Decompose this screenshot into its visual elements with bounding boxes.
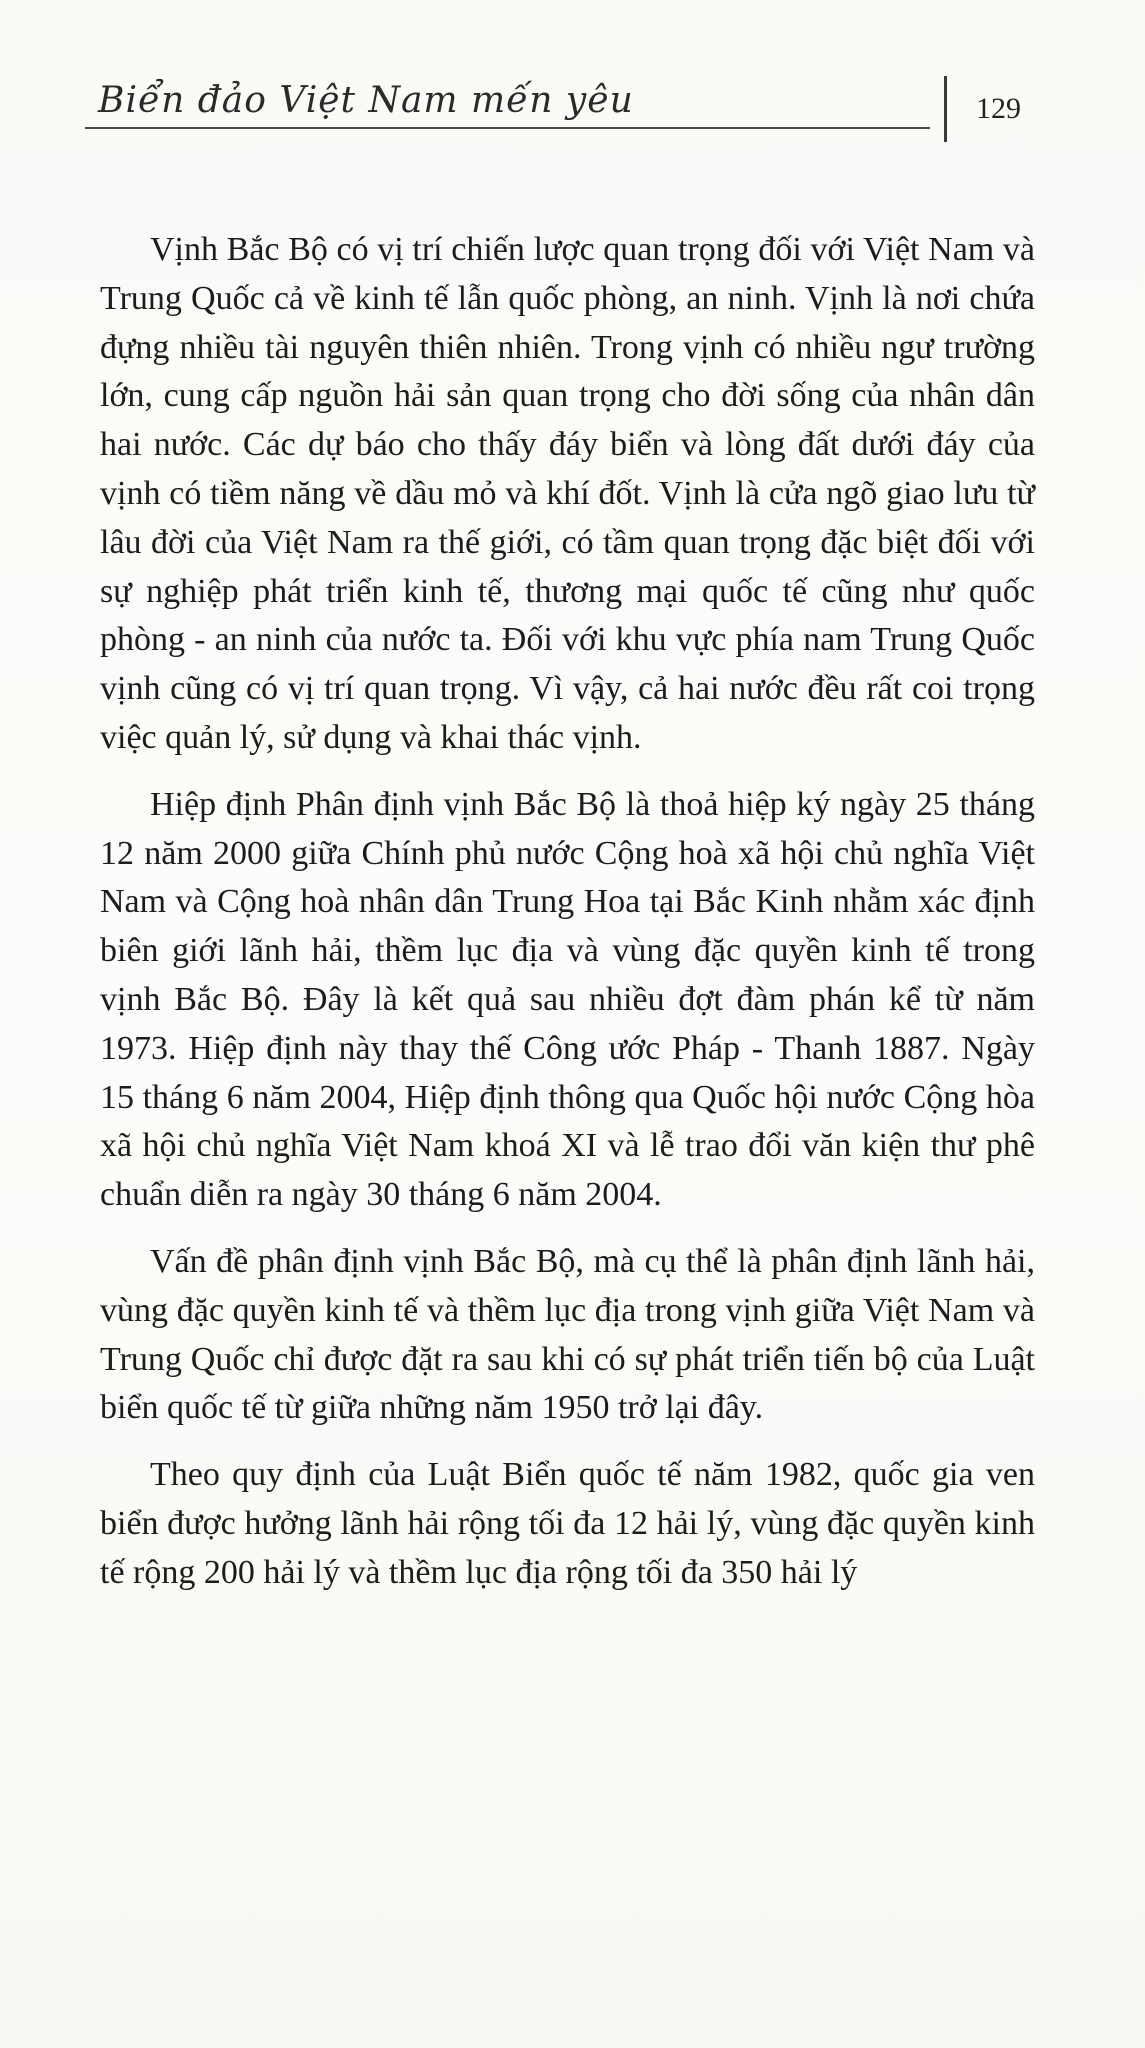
paragraph-2: Hiệp định Phân định vịnh Bắc Bộ là thoả hiệp ký ngày 25 tháng 12 năm 2000 giữa Chính phủ nước Cộng hoà xã hội chủ nghĩa Việt Nam và Cộng hoà nhân dân Trung Hoa tại Bắc Kinh nhằm xác định biên giới lãnh hải, thềm lục địa và vùng đặc quyền kinh tế trong vịnh Bắc Bộ. Đây là kết quả sau nhiều đợt đàm phán kể từ năm 1973. Hiệp định này thay thế Công ước Pháp - Thanh 1887. Ngày 15 tháng 6 năm 2004, Hiệp định thông qua Quốc hội nước Cộng hòa xã hội chủ nghĩa Việt Nam khoá XI và lễ trao đổi văn kiện thư phê chuẩn diễn ra ngày 30 tháng 6 năm 2004. <box>100 785 1035 1214</box>
header-rule <box>85 127 930 129</box>
page-header <box>0 0 1145 160</box>
page-number: 129 <box>976 92 1021 125</box>
body-text <box>100 226 1035 1616</box>
paragraph-1: Vịnh Bắc Bộ có vị trí chiến lược quan trọng đối với Việt Nam và Trung Quốc cả về kinh tế lẫn quốc phòng, an ninh. Vịnh là nơi chứa đựng nhiều tài nguyên thiên nhiên. Trong vịnh có nhiều ngư trường lớn, cung cấp nguồn hải sản quan trọng cho đời sống của nhân dân hai nước. Các dự báo cho thấy đáy biển và lòng đất dưới đáy của vịnh có tiềm năng về dầu mỏ và khí đốt. Vịnh là cửa ngõ giao lưu từ lâu đời của Việt Nam ra thế giới, có tầm quan trọng đặc biệt đối với sự nghiệp phát triển kinh tế, thương mại quốc tế cũng như quốc phòng - an ninh của nước ta. Đối với khu vực phía nam Trung Quốc vịnh cũng có vị trí quan trọng. Vì vậy, cả hai nước đều rất coi trọng việc quản lý, sử dụng và khai thác vịnh. <box>100 231 1035 756</box>
paragraph-3: Vấn đề phân định vịnh Bắc Bộ, mà cụ thể là phân định lãnh hải, vùng đặc quyền kinh tế và thềm lục địa trong vịnh giữa Việt Nam và Trung Quốc chỉ được đặt ra sau khi có sự phát triển tiến bộ của Luật biển quốc tế từ giữa những năm 1950 trở lại đây. <box>100 1242 1035 1427</box>
running-title: Biển đảo Việt Nam mến yêu <box>98 80 634 121</box>
header-divider <box>944 76 947 142</box>
paragraph-4: Theo quy định của Luật Biển quốc tế năm 1982, quốc gia ven biển được hưởng lãnh hải rộng tối đa 12 hải lý, vùng đặc quyền kinh tế rộng 200 hải lý và thềm lục địa rộng tối đa 350 hải lý <box>100 1456 1035 1591</box>
